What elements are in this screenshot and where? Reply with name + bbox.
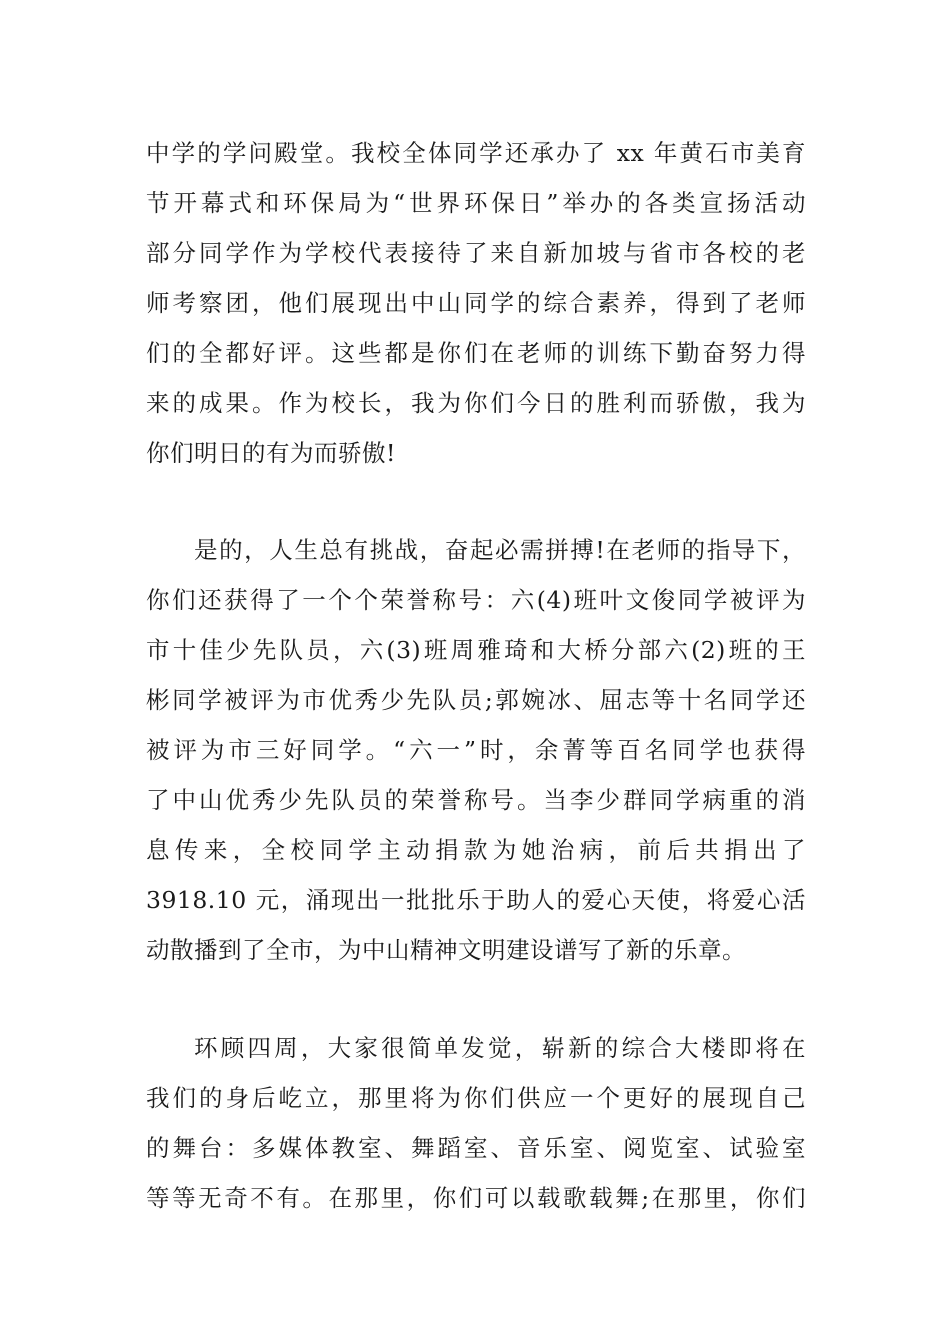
paragraph-1-line-3: 部分同学作为学校代表接待了来自新加坡与省市各校的老 <box>146 239 806 267</box>
paragraph-3-line-2: 我们的身后屹立，那里将为你们供应一个更好的展现自己 <box>146 1084 806 1112</box>
paragraph-2-line-5: 被评为市三好同学。“六一”时，余菁等百名同学也获得 <box>146 736 806 764</box>
paragraph-3-line-1: 环顾四周，大家很简单发觉，崭新的综合大楼即将在 <box>194 1034 806 1062</box>
paragraph-1-line-4: 师考察团，他们展现出中山同学的综合素养，得到了老师 <box>146 289 806 317</box>
paragraph-2-line-2: 你们还获得了一个个荣誉称号：六(4)班叶文俊同学被评为 <box>146 586 806 614</box>
paragraph-1-line-1: 中学的学问殿堂。我校全体同学还承办了 xx 年黄石市美育 <box>146 139 806 167</box>
paragraph-1-line-2: 节开幕式和环保局为“世界环保日”举办的各类宣扬活动 <box>146 189 806 217</box>
paragraph-2-line-6: 了中山优秀少先队员的荣誉称号。当李少群同学病重的消 <box>146 786 806 814</box>
paragraph-1-line-7: 你们明日的有为而骄傲! <box>146 439 396 467</box>
paragraph-2-line-7: 息传来，全校同学主动捐款为她治病，前后共捐出了 <box>146 836 806 864</box>
paragraph-3-line-3: 的舞台：多媒体教室、舞蹈室、音乐室、阅览室、试验室 <box>146 1134 806 1162</box>
paragraph-2-line-3: 市十佳少先队员，六(3)班周雅琦和大桥分部六(2)班的王 <box>146 636 806 664</box>
paragraph-2-line-4: 彬同学被评为市优秀少先队员;郭婉冰、屈志等十名同学还 <box>146 686 806 714</box>
paragraph-3-line-4: 等等无奇不有。在那里，你们可以载歌载舞;在那里，你们 <box>146 1184 806 1212</box>
paragraph-2-line-8: 3918.10 元，涌现出一批批乐于助人的爱心天使，将爱心活 <box>146 886 806 914</box>
paragraph-2-line-1: 是的，人生总有挑战，奋起必需拼搏!在老师的指导下， <box>194 536 806 564</box>
paragraph-1-line-6: 来的成果。作为校长，我为你们今日的胜利而骄傲，我为 <box>146 389 806 417</box>
paragraph-1-line-5: 们的全都好评。这些都是你们在老师的训练下勤奋努力得 <box>146 339 806 367</box>
paragraph-2-line-9: 动散播到了全市，为中山精神文明建设谱写了新的乐章。 <box>146 936 746 964</box>
